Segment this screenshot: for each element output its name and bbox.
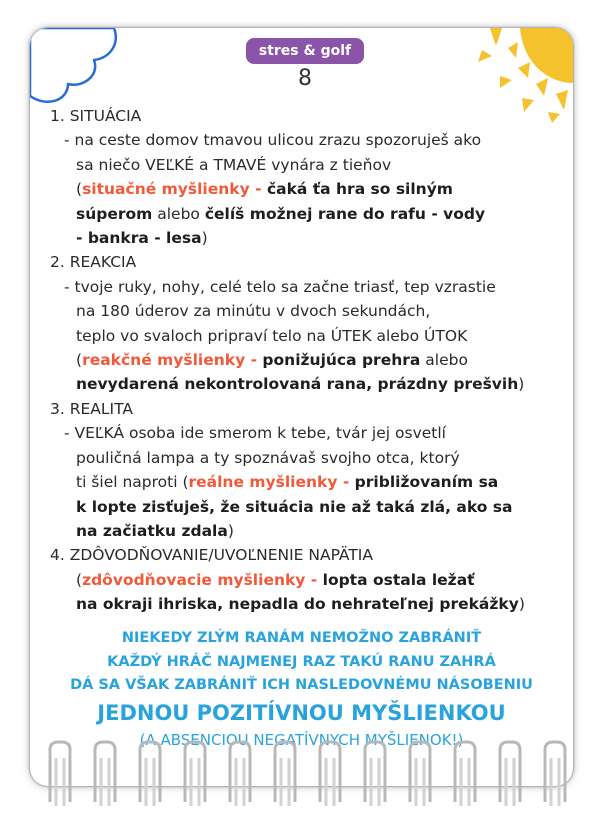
text-line [50, 372, 565, 396]
summary-line-2: KAŽDÝ HRÁČ NAJMENEJ RAZ TAKÚ RANU ZAHRÁ [107, 654, 496, 670]
bold-text: súperom [76, 204, 153, 223]
text-line [50, 592, 565, 616]
spiral-ring-inner [326, 758, 334, 806]
spiral-ring [275, 742, 295, 802]
summary-line-3: DÁ SA VŠAK ZABRÁNIŤ ICH NASLEDOVNÉMU NÁSOBENIU [70, 677, 533, 693]
spiral-ring-inner [56, 758, 64, 806]
category-tag: stres & golf [246, 38, 364, 64]
spiral-ring-inner [281, 758, 289, 806]
thought-label: situačné myšlienky - [82, 180, 267, 199]
text-line [50, 568, 565, 592]
plain-text: ti šiel naproti ( [76, 473, 189, 492]
paren: ) [518, 595, 525, 614]
bold-text: čaká ťa hra so silným [266, 180, 453, 199]
text-line [50, 226, 565, 250]
spiral-ring-inner [461, 758, 469, 806]
content-body [50, 104, 565, 617]
text-line: na 180 úderov za minútu v dvoch sekundách, [76, 302, 431, 321]
section-title-zdovodnovanie: 4. ZDÔVODŇOVANIE/UVOĽNENIE NAPÄTIA [50, 546, 373, 565]
spiral-ring [455, 742, 475, 802]
text-line [50, 470, 565, 494]
spiral-ring [95, 742, 115, 802]
paren: ( [76, 180, 83, 199]
paren: ) [227, 521, 234, 540]
plain-text: alebo [152, 204, 205, 223]
text-line: - na ceste domov tmavou ulicou zrazu spozoruješ ako [64, 131, 482, 150]
bold-text: lopta ostala ležať [322, 570, 475, 589]
thought-label: reakčné myšlienky - [82, 351, 263, 370]
spiral-ring-inner [551, 758, 559, 806]
spiral-ring [545, 742, 565, 802]
paren: ) [201, 229, 208, 248]
plain-text: alebo [420, 351, 468, 370]
bold-text: čelíš možnej rane do rafu - vody [204, 204, 486, 223]
text-line: - VEĽKÁ osoba ide smerom k tebe, tvár jej osvetlí [64, 424, 446, 443]
summary-headline: JEDNOU POZITÍVNOU MYŠLIENKOU [97, 701, 506, 725]
spiral-ring-inner [101, 758, 109, 806]
spiral-ring [50, 742, 70, 802]
text-line: - tvoje ruky, nohy, celé telo sa začne triasť, tep vzrastie [64, 277, 496, 296]
bold-text: nevydarená nekontrolovaná rana, prázdny prešvih [76, 375, 519, 394]
text-line [50, 202, 565, 226]
spiral-ring [230, 742, 250, 802]
text-line [50, 519, 565, 543]
text-line [50, 495, 565, 519]
bold-text: ponižujúca prehra [262, 351, 421, 370]
spiral-ring [365, 742, 385, 802]
text-line [50, 348, 565, 372]
bold-text: k lopte zisťuješ, že situácia nie až taká zlá, ako sa [76, 497, 513, 516]
page-card [30, 28, 573, 786]
spiral-ring [140, 742, 160, 802]
bold-text: na okraji ihriska, nepadla do nehrateľnej prekážky [76, 595, 519, 614]
spiral-ring-inner [146, 758, 154, 806]
text-line: teplo vo svaloch pripraví telo na ÚTEK alebo ÚTOK [76, 326, 468, 345]
bold-text: na začiatku zdala [76, 521, 228, 540]
spiral-ring-inner [236, 758, 244, 806]
page-number: 8 [298, 66, 312, 91]
section-title-reakcia: 2. REAKCIA [50, 253, 137, 272]
spiral-ring [185, 742, 205, 802]
bold-text: - bankra - lesa [76, 229, 202, 248]
spiral-ring-inner [371, 758, 379, 806]
spiral-ring-inner [506, 758, 514, 806]
paren: ( [76, 570, 83, 589]
spiral-binding-icon [0, 740, 600, 825]
spiral-ring [410, 742, 430, 802]
spiral-ring [500, 742, 520, 802]
bold-text: približovaním sa [354, 473, 499, 492]
paren: ) [518, 375, 525, 394]
section-title-situacia: 1. SITUÁCIA [50, 107, 142, 125]
text-line: pouličná lampa a ty spoznávaš svojho otca, ktorý [76, 448, 460, 467]
summary-note: (A ABSENCIOU NEGATÍVNYCH MYŠLIENOK!) [139, 731, 464, 749]
spiral-ring [320, 742, 340, 802]
thought-label: zdôvodňovacie myšlienky - [82, 570, 323, 589]
text-line: sa niečo VEĽKÉ a TMAVÉ vynára z tieňov [76, 155, 392, 174]
spiral-ring-inner [416, 758, 424, 806]
thought-label: reálne myšlienky - [188, 473, 355, 492]
paren: ( [76, 351, 83, 370]
text-line [50, 177, 565, 201]
section-title-realita: 3. REALITA [50, 399, 133, 418]
summary-line-1: NIEKEDY ZLÝM RANÁM NEMOŽNO ZABRÁNIŤ [121, 630, 482, 646]
spiral-ring-inner [191, 758, 199, 806]
